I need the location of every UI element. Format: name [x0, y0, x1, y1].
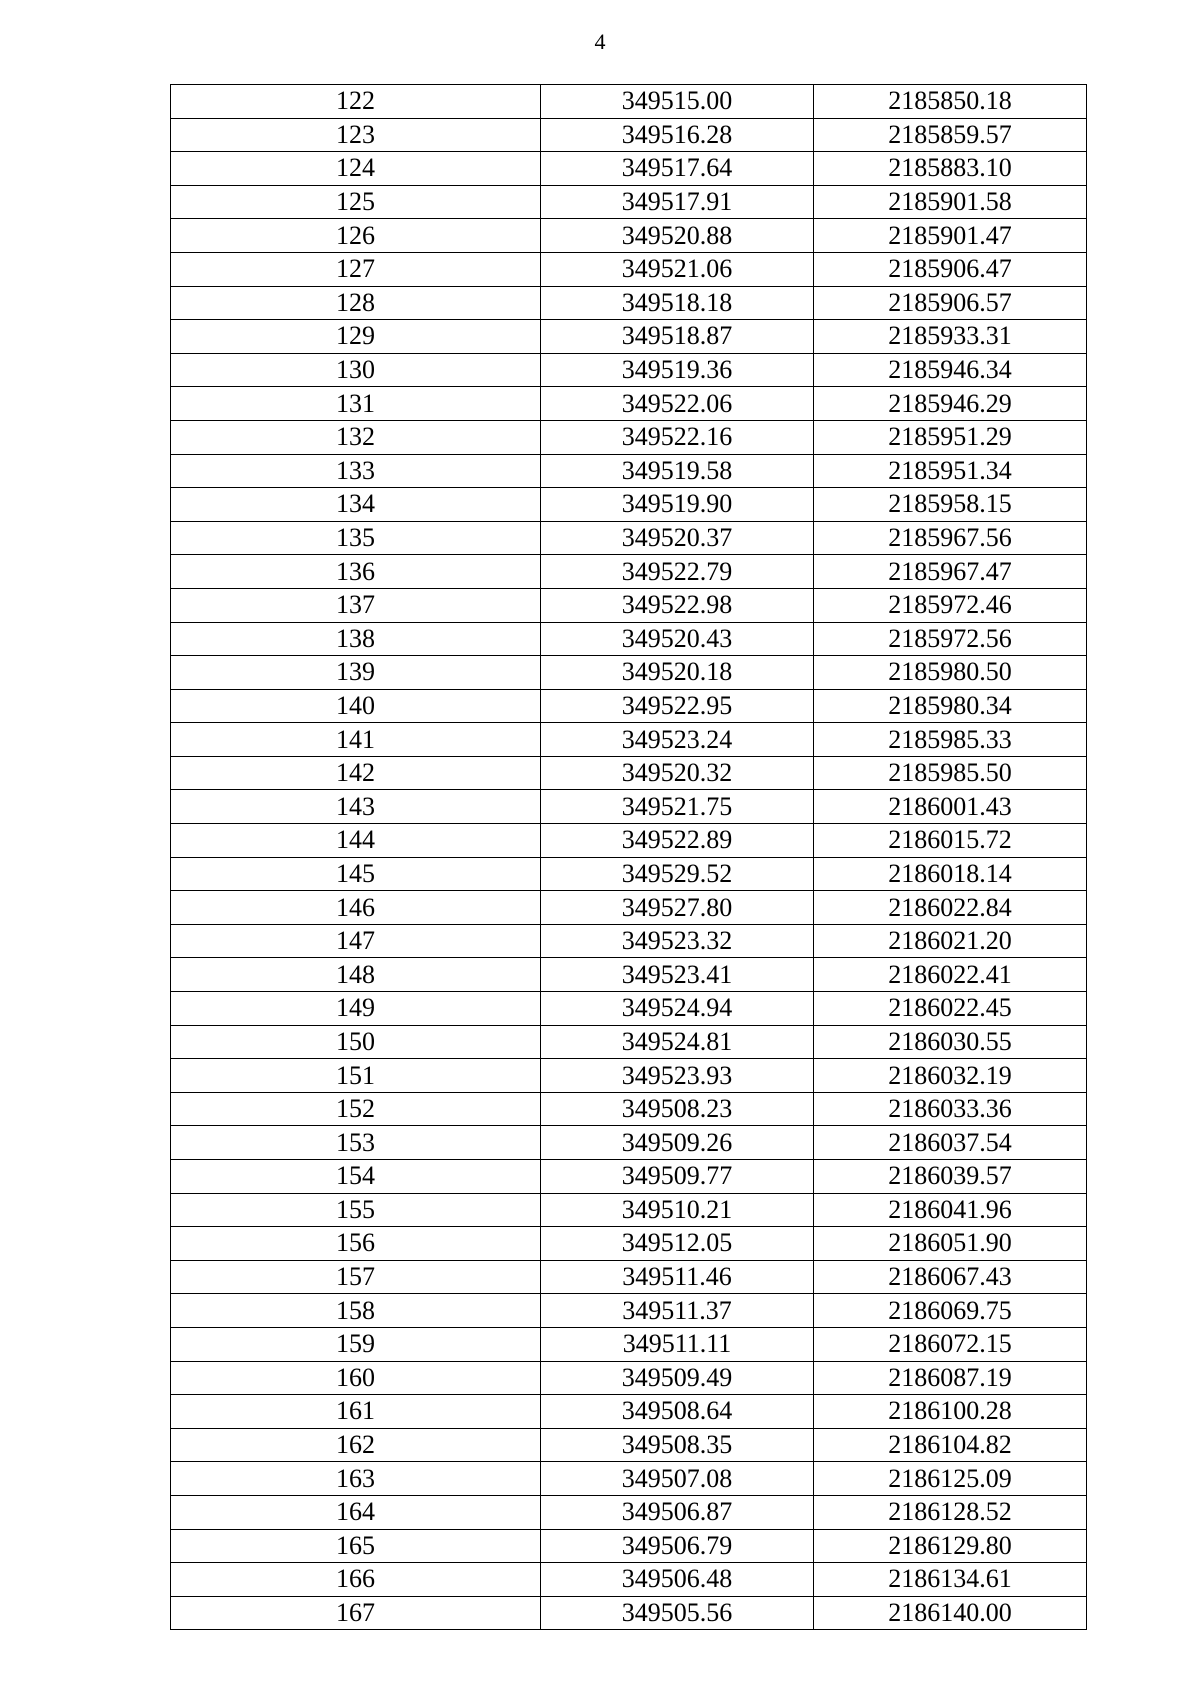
coordinates-table	[170, 84, 1087, 1630]
point-number-cell: 139	[171, 656, 541, 690]
table-row	[171, 1529, 1087, 1563]
table-row	[171, 454, 1087, 488]
table-row	[171, 1160, 1087, 1194]
x-coordinate-cell: 349509.26	[541, 1126, 814, 1160]
y-coordinate-cell: 2186129.80	[814, 1529, 1087, 1563]
table-row	[171, 1596, 1087, 1630]
point-number-cell: 162	[171, 1428, 541, 1462]
y-coordinate-cell: 2186128.52	[814, 1495, 1087, 1529]
y-coordinate-cell: 2185958.15	[814, 488, 1087, 522]
point-number-cell: 143	[171, 790, 541, 824]
y-coordinate-cell: 2185859.57	[814, 118, 1087, 152]
point-number-cell: 123	[171, 118, 541, 152]
x-coordinate-cell: 349506.79	[541, 1529, 814, 1563]
point-number-cell: 144	[171, 824, 541, 858]
y-coordinate-cell: 2186037.54	[814, 1126, 1087, 1160]
table-row	[171, 1395, 1087, 1429]
point-number-cell: 151	[171, 1059, 541, 1093]
table-row	[171, 1495, 1087, 1529]
point-number-cell: 138	[171, 622, 541, 656]
x-coordinate-cell: 349506.48	[541, 1563, 814, 1597]
y-coordinate-cell: 2186100.28	[814, 1395, 1087, 1429]
y-coordinate-cell: 2185985.50	[814, 756, 1087, 790]
table-row	[171, 1294, 1087, 1328]
point-number-cell: 142	[171, 756, 541, 790]
y-coordinate-cell: 2186104.82	[814, 1428, 1087, 1462]
table-row	[171, 1126, 1087, 1160]
x-coordinate-cell: 349522.98	[541, 588, 814, 622]
table-body	[171, 85, 1087, 1630]
point-number-cell: 122	[171, 85, 541, 119]
y-coordinate-cell: 2185850.18	[814, 85, 1087, 119]
y-coordinate-cell: 2186015.72	[814, 824, 1087, 858]
table-row	[171, 857, 1087, 891]
x-coordinate-cell: 349508.64	[541, 1395, 814, 1429]
point-number-cell: 136	[171, 555, 541, 589]
table-row	[171, 1563, 1087, 1597]
x-coordinate-cell: 349523.41	[541, 958, 814, 992]
y-coordinate-cell: 2186072.15	[814, 1327, 1087, 1361]
y-coordinate-cell: 2185985.33	[814, 723, 1087, 757]
y-coordinate-cell: 2186022.84	[814, 891, 1087, 925]
x-coordinate-cell: 349511.11	[541, 1327, 814, 1361]
point-number-cell: 167	[171, 1596, 541, 1630]
table-row	[171, 185, 1087, 219]
x-coordinate-cell: 349521.06	[541, 252, 814, 286]
point-number-cell: 148	[171, 958, 541, 992]
y-coordinate-cell: 2185906.57	[814, 286, 1087, 320]
y-coordinate-cell: 2185972.46	[814, 588, 1087, 622]
table-row	[171, 790, 1087, 824]
x-coordinate-cell: 349524.94	[541, 992, 814, 1026]
x-coordinate-cell: 349518.87	[541, 320, 814, 354]
x-coordinate-cell: 349511.37	[541, 1294, 814, 1328]
x-coordinate-cell: 349520.18	[541, 656, 814, 690]
y-coordinate-cell: 2186069.75	[814, 1294, 1087, 1328]
table-row	[171, 924, 1087, 958]
y-coordinate-cell: 2185883.10	[814, 152, 1087, 186]
y-coordinate-cell: 2185901.58	[814, 185, 1087, 219]
x-coordinate-cell: 349510.21	[541, 1193, 814, 1227]
y-coordinate-cell: 2186022.45	[814, 992, 1087, 1026]
point-number-cell: 126	[171, 219, 541, 253]
table-row	[171, 1193, 1087, 1227]
y-coordinate-cell: 2185946.29	[814, 387, 1087, 421]
y-coordinate-cell: 2185967.56	[814, 521, 1087, 555]
y-coordinate-cell: 2186041.96	[814, 1193, 1087, 1227]
point-number-cell: 125	[171, 185, 541, 219]
table-row	[171, 1092, 1087, 1126]
y-coordinate-cell: 2185901.47	[814, 219, 1087, 253]
point-number-cell: 154	[171, 1160, 541, 1194]
x-coordinate-cell: 349512.05	[541, 1227, 814, 1261]
x-coordinate-cell: 349511.46	[541, 1260, 814, 1294]
x-coordinate-cell: 349522.89	[541, 824, 814, 858]
table-row	[171, 1327, 1087, 1361]
point-number-cell: 164	[171, 1495, 541, 1529]
x-coordinate-cell: 349516.28	[541, 118, 814, 152]
y-coordinate-cell: 2185906.47	[814, 252, 1087, 286]
y-coordinate-cell: 2186032.19	[814, 1059, 1087, 1093]
y-coordinate-cell: 2185951.34	[814, 454, 1087, 488]
y-coordinate-cell: 2185967.47	[814, 555, 1087, 589]
y-coordinate-cell: 2186033.36	[814, 1092, 1087, 1126]
x-coordinate-cell: 349508.35	[541, 1428, 814, 1462]
point-number-cell: 157	[171, 1260, 541, 1294]
y-coordinate-cell: 2185980.50	[814, 656, 1087, 690]
table-row	[171, 1227, 1087, 1261]
table-row	[171, 1260, 1087, 1294]
point-number-cell: 155	[171, 1193, 541, 1227]
point-number-cell: 161	[171, 1395, 541, 1429]
x-coordinate-cell: 349520.32	[541, 756, 814, 790]
x-coordinate-cell: 349505.56	[541, 1596, 814, 1630]
point-number-cell: 124	[171, 152, 541, 186]
point-number-cell: 158	[171, 1294, 541, 1328]
table-row	[171, 1059, 1087, 1093]
point-number-cell: 153	[171, 1126, 541, 1160]
table-row	[171, 1025, 1087, 1059]
point-number-cell: 165	[171, 1529, 541, 1563]
y-coordinate-cell: 2186021.20	[814, 924, 1087, 958]
point-number-cell: 131	[171, 387, 541, 421]
x-coordinate-cell: 349519.58	[541, 454, 814, 488]
table-row	[171, 555, 1087, 589]
point-number-cell: 137	[171, 588, 541, 622]
x-coordinate-cell: 349506.87	[541, 1495, 814, 1529]
point-number-cell: 140	[171, 689, 541, 723]
y-coordinate-cell: 2186134.61	[814, 1563, 1087, 1597]
x-coordinate-cell: 349522.16	[541, 420, 814, 454]
x-coordinate-cell: 349521.75	[541, 790, 814, 824]
point-number-cell: 145	[171, 857, 541, 891]
x-coordinate-cell: 349522.79	[541, 555, 814, 589]
table-row	[171, 118, 1087, 152]
point-number-cell: 150	[171, 1025, 541, 1059]
table-row	[171, 252, 1087, 286]
table-row	[171, 622, 1087, 656]
table-row	[171, 219, 1087, 253]
point-number-cell: 166	[171, 1563, 541, 1597]
y-coordinate-cell: 2185980.34	[814, 689, 1087, 723]
x-coordinate-cell: 349508.23	[541, 1092, 814, 1126]
point-number-cell: 135	[171, 521, 541, 555]
point-number-cell: 130	[171, 353, 541, 387]
y-coordinate-cell: 2186001.43	[814, 790, 1087, 824]
point-number-cell: 132	[171, 420, 541, 454]
y-coordinate-cell: 2185933.31	[814, 320, 1087, 354]
table-row	[171, 488, 1087, 522]
point-number-cell: 128	[171, 286, 541, 320]
point-number-cell: 163	[171, 1462, 541, 1496]
table-row	[171, 85, 1087, 119]
point-number-cell: 147	[171, 924, 541, 958]
x-coordinate-cell: 349529.52	[541, 857, 814, 891]
y-coordinate-cell: 2185951.29	[814, 420, 1087, 454]
table-row	[171, 320, 1087, 354]
y-coordinate-cell: 2186022.41	[814, 958, 1087, 992]
x-coordinate-cell: 349519.90	[541, 488, 814, 522]
x-coordinate-cell: 349522.95	[541, 689, 814, 723]
point-number-cell: 152	[171, 1092, 541, 1126]
x-coordinate-cell: 349520.88	[541, 219, 814, 253]
point-number-cell: 127	[171, 252, 541, 286]
table-row	[171, 387, 1087, 421]
y-coordinate-cell: 2185972.56	[814, 622, 1087, 656]
x-coordinate-cell: 349520.37	[541, 521, 814, 555]
table-row	[171, 353, 1087, 387]
x-coordinate-cell: 349522.06	[541, 387, 814, 421]
table-row	[171, 756, 1087, 790]
x-coordinate-cell: 349518.18	[541, 286, 814, 320]
table-row	[171, 1361, 1087, 1395]
table-row	[171, 891, 1087, 925]
table-row	[171, 992, 1087, 1026]
point-number-cell: 159	[171, 1327, 541, 1361]
point-number-cell: 156	[171, 1227, 541, 1261]
y-coordinate-cell: 2186051.90	[814, 1227, 1087, 1261]
table-row	[171, 1462, 1087, 1496]
y-coordinate-cell: 2186140.00	[814, 1596, 1087, 1630]
point-number-cell: 149	[171, 992, 541, 1026]
x-coordinate-cell: 349520.43	[541, 622, 814, 656]
table-row	[171, 420, 1087, 454]
x-coordinate-cell: 349509.77	[541, 1160, 814, 1194]
point-number-cell: 133	[171, 454, 541, 488]
table-row	[171, 958, 1087, 992]
y-coordinate-cell: 2186087.19	[814, 1361, 1087, 1395]
point-number-cell: 160	[171, 1361, 541, 1395]
page-number: 4	[594, 29, 606, 54]
x-coordinate-cell: 349523.32	[541, 924, 814, 958]
y-coordinate-cell: 2186125.09	[814, 1462, 1087, 1496]
x-coordinate-cell: 349509.49	[541, 1361, 814, 1395]
y-coordinate-cell: 2186039.57	[814, 1160, 1087, 1194]
x-coordinate-cell: 349524.81	[541, 1025, 814, 1059]
table-row	[171, 656, 1087, 690]
x-coordinate-cell: 349527.80	[541, 891, 814, 925]
table-row	[171, 1428, 1087, 1462]
point-number-cell: 146	[171, 891, 541, 925]
y-coordinate-cell: 2186018.14	[814, 857, 1087, 891]
x-coordinate-cell: 349523.93	[541, 1059, 814, 1093]
y-coordinate-cell: 2186067.43	[814, 1260, 1087, 1294]
table-row	[171, 286, 1087, 320]
table-row	[171, 824, 1087, 858]
point-number-cell: 141	[171, 723, 541, 757]
table-row	[171, 689, 1087, 723]
x-coordinate-cell: 349517.64	[541, 152, 814, 186]
x-coordinate-cell: 349519.36	[541, 353, 814, 387]
x-coordinate-cell: 349523.24	[541, 723, 814, 757]
x-coordinate-cell: 349515.00	[541, 85, 814, 119]
y-coordinate-cell: 2185946.34	[814, 353, 1087, 387]
table-row	[171, 152, 1087, 186]
point-number-cell: 134	[171, 488, 541, 522]
table-row	[171, 588, 1087, 622]
x-coordinate-cell: 349517.91	[541, 185, 814, 219]
point-number-cell: 129	[171, 320, 541, 354]
table-row	[171, 521, 1087, 555]
y-coordinate-cell: 2186030.55	[814, 1025, 1087, 1059]
table-row	[171, 723, 1087, 757]
x-coordinate-cell: 349507.08	[541, 1462, 814, 1496]
